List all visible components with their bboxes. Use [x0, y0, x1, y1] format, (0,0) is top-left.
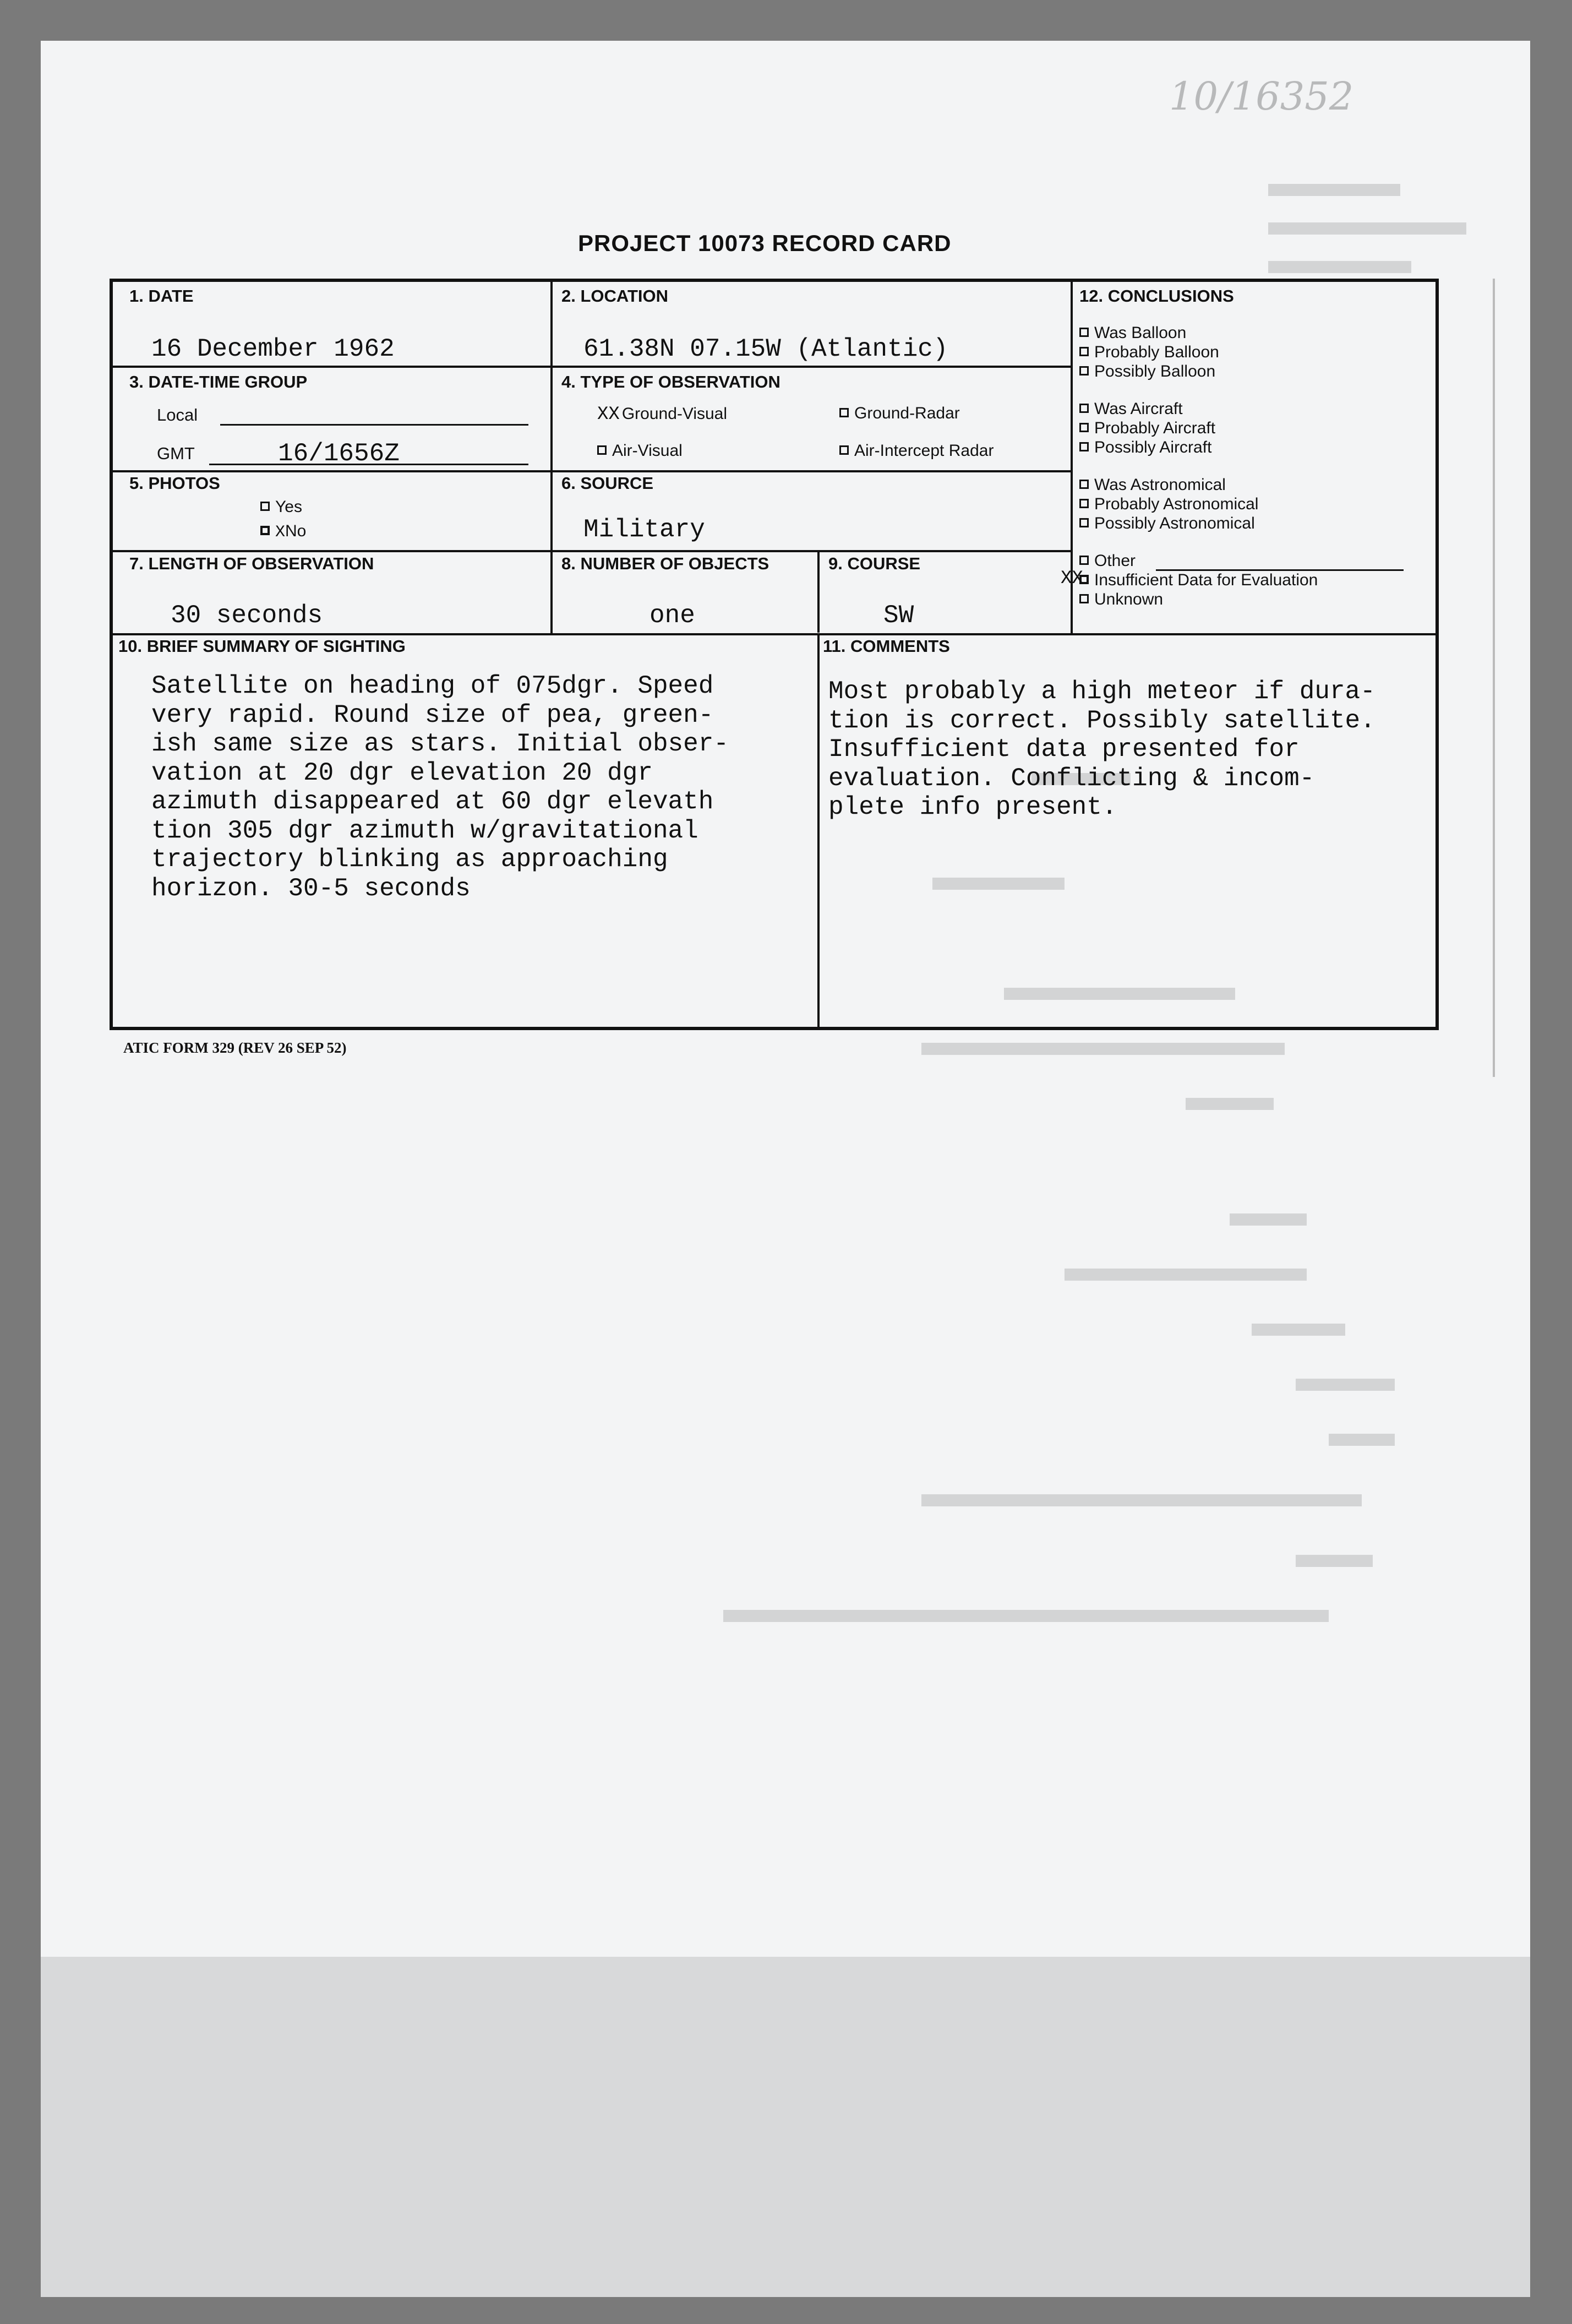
handwritten-case-number: 10/16352 [1169, 74, 1354, 119]
dtg-local-label: Local [157, 405, 198, 424]
summary-line: ish same size as stars. Initial obser- [151, 730, 729, 758]
summary-text [151, 672, 729, 903]
checkbox [1079, 594, 1089, 603]
type-air-visual-checkbox [597, 445, 607, 455]
summary-line: vation at 20 dgr elevation 20 dgr [151, 758, 653, 787]
photos-no: XNo [260, 522, 306, 542]
dtg-gmt-value: 16/1656Z [278, 439, 400, 468]
date-label: 1. DATE [129, 286, 194, 306]
conclusion-possibly-aircraft: Possibly Aircraft [1079, 438, 1211, 457]
dtg-gmt-label: GMT [157, 444, 195, 463]
dtg-local-underline [220, 424, 528, 426]
conclusion-probably-aircraft: Probably Aircraft [1079, 419, 1215, 438]
conclusion-other: Other [1079, 552, 1136, 570]
checkbox [1079, 366, 1089, 375]
lower-margin-band [41, 1957, 1530, 2297]
summary-line: horizon. 30-5 seconds [151, 874, 471, 903]
comments-line: tion is correct. Possibly satellite. [828, 706, 1376, 735]
form-identifier: ATIC FORM 329 (REV 26 SEP 52) [123, 1039, 347, 1056]
source-label: 6. SOURCE [561, 473, 654, 493]
document-page [41, 41, 1530, 2297]
card-title: PROJECT 10073 RECORD CARD [578, 230, 952, 256]
summary-line: trajectory blinking as approaching [151, 845, 668, 874]
photos-label: 5. PHOTOS [129, 473, 220, 493]
photos-yes: Yes [260, 498, 302, 516]
conclusion-was-astronomical: Was Astronomical [1079, 476, 1226, 494]
comments-label: 11. COMMENTS [823, 636, 950, 656]
location-value: 61.38N 07.15W (Atlantic) [583, 335, 948, 363]
divider-v2 [817, 550, 820, 633]
comments-line: Insufficient data presented for [828, 735, 1300, 764]
conclusion-probably-astronomical: Probably Astronomical [1079, 495, 1258, 514]
length-label: 7. LENGTH OF OBSERVATION [129, 554, 374, 573]
summary-line: tion 305 dgr azimuth w/gravitational [151, 816, 698, 845]
summary-line: azimuth disappeared at 60 dgr elevath [151, 787, 714, 816]
checkbox [1079, 423, 1089, 432]
divider-v1 [550, 282, 553, 633]
checkbox [1079, 518, 1089, 527]
checkbox [1079, 442, 1089, 451]
checkbox [1079, 404, 1089, 413]
comments-line: evaluation. Conflicting & incom- [828, 764, 1315, 793]
checkbox [1079, 556, 1089, 565]
photos-no-mark: X [275, 523, 286, 542]
type-air-visual: Air-Visual [597, 442, 683, 460]
divider-h1 [113, 366, 1071, 368]
summary-line: very rapid. Round size of pea, green- [151, 700, 714, 730]
dtg-label: 3. DATE-TIME GROUP [129, 372, 308, 391]
course-label: 9. COURSE [828, 554, 921, 573]
conclusion-was-aircraft: Was Aircraft [1079, 400, 1183, 418]
conclusion-possibly-balloon: Possibly Balloon [1079, 362, 1215, 381]
type-air-intercept-radar: Air-Intercept Radar [839, 442, 994, 460]
type-ground-visual: XX Ground-Visual [597, 404, 728, 425]
paper-fold-line [1493, 279, 1495, 1077]
source-value: Military [583, 515, 705, 544]
record-card [110, 279, 1439, 1030]
checkbox [1079, 328, 1089, 337]
comments-line: plete info present. [828, 793, 1117, 821]
conclusion-probably-balloon: Probably Balloon [1079, 343, 1219, 362]
conclusion-possibly-astronomical: Possibly Astronomical [1079, 514, 1255, 533]
conclusion-checked-mark: XX [1061, 568, 1083, 589]
photos-yes-checkbox [260, 502, 270, 511]
type-label: 4. TYPE OF OBSERVATION [561, 372, 780, 391]
conclusion-was-balloon: Was Balloon [1079, 324, 1186, 342]
type-ground-visual-mark: XX [597, 404, 620, 425]
type-air-intercept-checkbox [839, 445, 849, 455]
divider-v4 [817, 633, 820, 1030]
divider-h4 [113, 633, 1435, 635]
conclusion-insufficient-data: Insufficient Data for Evaluation [1079, 571, 1318, 590]
summary-line: Satellite on heading of 075dgr. Speed [151, 672, 714, 700]
conclusions-label: 12. CONCLUSIONS [1079, 286, 1234, 306]
objects-label: 8. NUMBER OF OBJECTS [561, 554, 769, 573]
comments-line: Most probably a high meteor if dura- [828, 677, 1376, 706]
checkbox [1079, 347, 1089, 356]
length-value: 30 seconds [171, 601, 323, 630]
divider-h2 [113, 470, 1071, 472]
objects-value: one [649, 601, 695, 630]
summary-label: 10. BRIEF SUMMARY OF SIGHTING [118, 636, 406, 656]
checkbox [1079, 480, 1089, 489]
comments-text [828, 677, 1376, 822]
course-value: SW [883, 601, 914, 630]
divider-h3 [113, 550, 1071, 552]
location-label: 2. LOCATION [561, 286, 669, 306]
type-ground-radar-checkbox [839, 408, 849, 417]
conclusion-unknown: Unknown [1079, 590, 1163, 609]
date-value: 16 December 1962 [151, 335, 395, 363]
type-ground-radar: Ground-Radar [839, 404, 960, 423]
photos-no-checkbox [260, 526, 270, 535]
checkbox [1079, 499, 1089, 508]
